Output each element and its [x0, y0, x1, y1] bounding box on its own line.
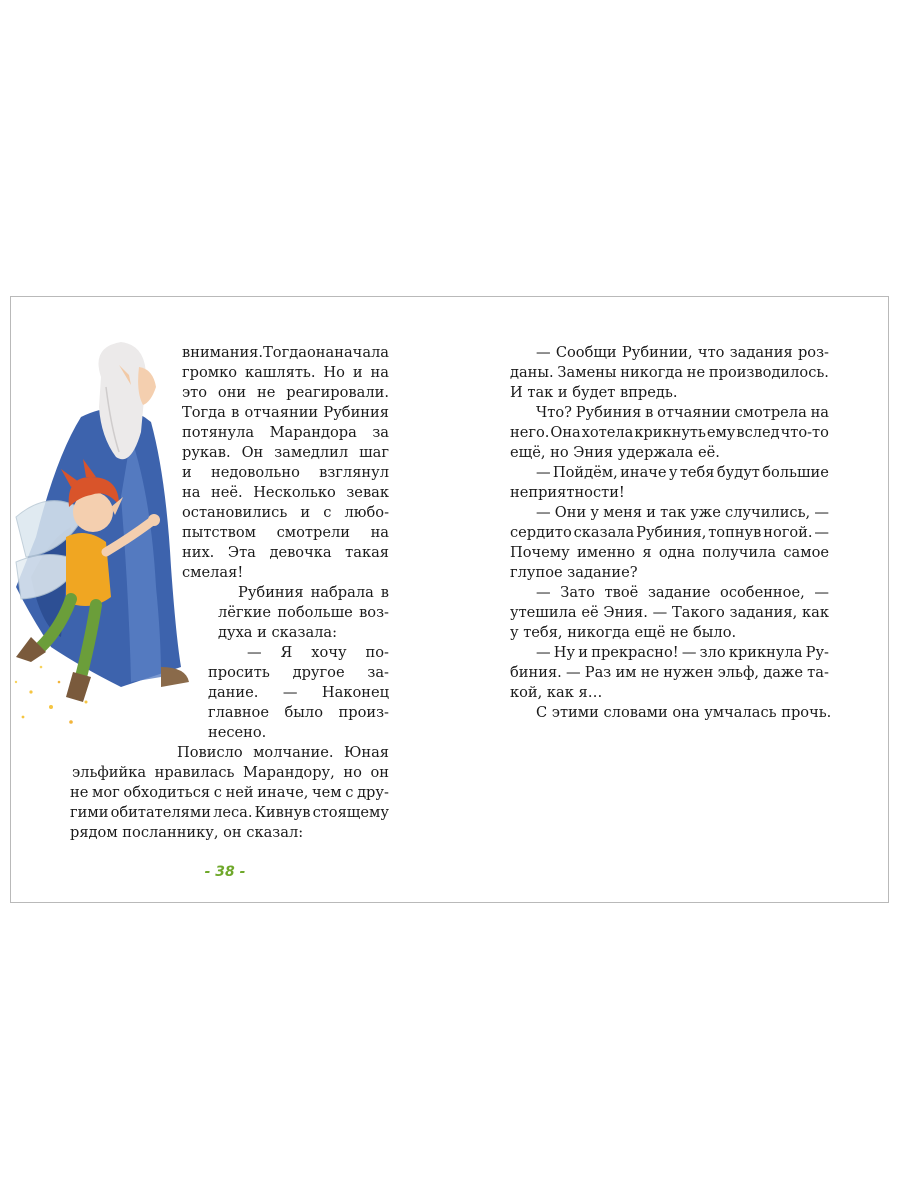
right-text-line: — Пойдём, иначе у тебя будут большие — [536, 464, 829, 481]
left-text-line: не мог обходиться с ней иначе, чем с дру- — [70, 784, 389, 801]
page-number: - 38 - — [204, 864, 246, 880]
left-text-line: гими обитателями леса. Кивнув стоящему — [70, 804, 389, 821]
right-text-line: неприятности! — [510, 484, 625, 501]
left-text-line: рядом посланнику, он сказал: — [70, 824, 304, 841]
right-text-line: — Ну и прекрасно! — зло крикнула Ру- — [536, 644, 829, 661]
left-text-line: остановились и с любо- — [182, 504, 389, 521]
right-text-line: — Они у меня и так уже случились, — — [536, 504, 829, 521]
right-text-line: Что? Рубиния в отчаянии смотрела на — [536, 404, 829, 421]
right-text-line: С этими словами она умчалась прочь. — [536, 704, 832, 721]
left-text-line: дание. — Наконец — [208, 684, 389, 701]
left-text-line: пытством смотрели на — [182, 524, 389, 541]
left-text-line: несено. — [208, 724, 267, 741]
right-text-line: — Сообщи Рубинии, что задания роз- — [536, 344, 829, 361]
right-text-line: биния. — Раз им не нужен эльф, даже та- — [510, 664, 829, 681]
left-text-line: смелая! — [182, 564, 244, 581]
right-text-line: — Зато твоё задание особенное, — — [536, 584, 829, 601]
left-text-line: них. Эта девочка такая — [182, 544, 389, 561]
illustration — [11, 337, 201, 737]
right-text-line: Почему именно я одна получила самое — [510, 544, 829, 561]
right-text-line: И так и будет впредь. — [510, 384, 678, 401]
right-text-line: у тебя, никогда ещё не было. — [510, 624, 737, 641]
left-text-line: — Я хочу по- — [247, 644, 389, 661]
left-text-line: потянула Марандора за — [182, 424, 389, 441]
right-text-line: утешила её Эния. — Такого задания, как — [510, 604, 829, 621]
left-text-line: просить другое за- — [208, 664, 389, 681]
left-text-line: Повисло молчание. Юная — [177, 744, 389, 761]
left-text-line: громко кашлять. Но и на — [182, 364, 389, 381]
left-text-line: рукав. Он замедлил шаг — [182, 444, 389, 461]
right-text-line: него. Она хотела крикнуть ему вслед что-то — [510, 424, 829, 441]
right-text-line: сердито сказала Рубиния, топнув ногой. — — [510, 524, 829, 541]
left-text-line: это они не реагировали. — [182, 384, 389, 401]
left-text-line: на неё. Несколько зевак — [182, 484, 389, 501]
left-text-line: и недовольно взглянул — [182, 464, 389, 481]
left-text-line: Тогда в отчаянии Рубиния — [182, 404, 389, 421]
left-text-line: духа и сказала: — [218, 624, 338, 641]
right-text-line: глупое задание? — [510, 564, 638, 581]
left-text-line: главное было произ- — [208, 704, 389, 721]
left-text-line: лёгкие побольше воз- — [218, 604, 389, 621]
left-text-line: внимания. Тогда она начала — [182, 344, 389, 361]
left-text-line: эльфийка нравилась Марандору, но он — [72, 764, 389, 781]
right-text-line: даны. Замены никогда не производилось. — [510, 364, 829, 381]
right-text-line: кой, как я… — [510, 684, 603, 701]
right-text-line: ещё, но Эния удержала её. — [510, 444, 720, 461]
left-text-line: Рубиния набрала в — [238, 584, 389, 601]
book-spread — [10, 296, 889, 903]
